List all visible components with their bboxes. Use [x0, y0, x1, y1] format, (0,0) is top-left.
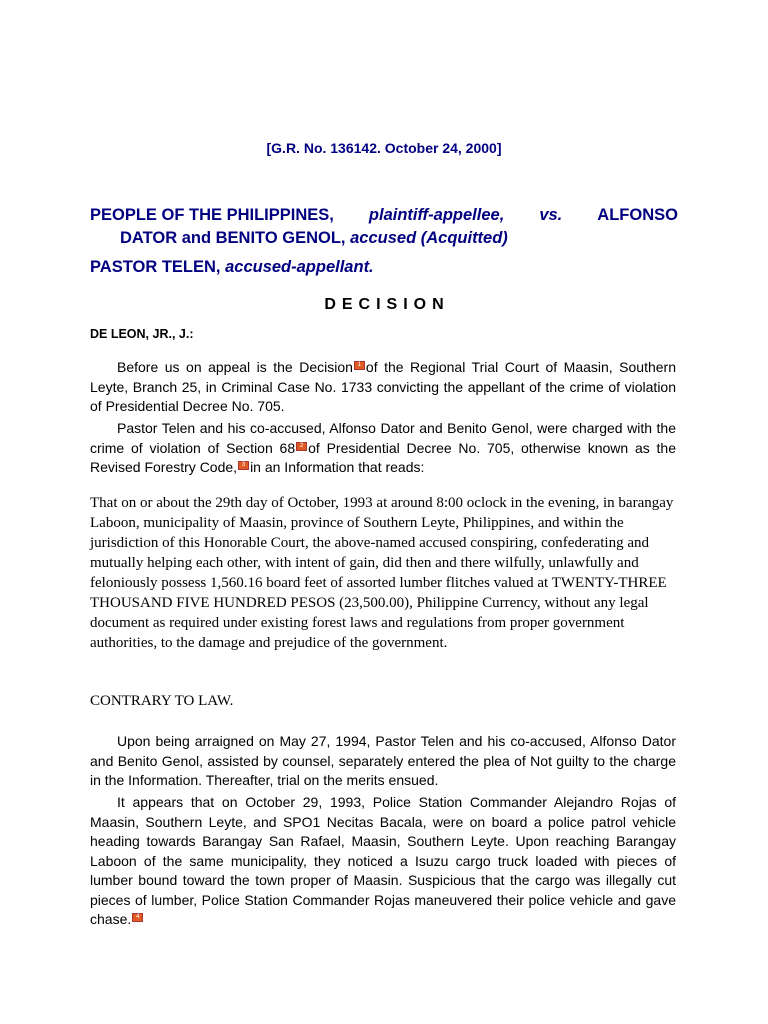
- versus: vs.: [539, 206, 563, 224]
- contrary-to-law: CONTRARY TO LAW.: [90, 693, 234, 709]
- role-acquitted: accused (Acquitted): [350, 229, 508, 247]
- party-dator-genol: DATOR and BENITO GENOL,: [120, 229, 346, 247]
- p1-text-b: of the Regional Trial Court of Maasin, Southern Leyte, Branch 25, in Criminal Case No. 1733 convicting the appellant of the crime of violation of Presidential Decree No. 705.: [90, 359, 676, 414]
- party-people: PEOPLE OF THE PHILIPPINES,: [90, 206, 334, 224]
- paragraph-2: [90, 419, 676, 478]
- case-number: [G.R. No. 136142. October 24, 2000]: [266, 140, 502, 156]
- paragraph-1: [90, 358, 676, 417]
- p1-text-a: Before us on appeal is the Decision: [117, 359, 353, 375]
- role-appellant: accused-appellant.: [225, 258, 374, 276]
- ponente: DE LEON, JR., J.:: [90, 327, 194, 341]
- paragraph-4: [90, 793, 676, 930]
- p4-text-a: It appears that on October 29, 1993, Police Station Commander Alejandro Rojas of Maasin, Southern Leyte, and SPO1 Necitas Bacala, were on board a police patrol vehicle heading towards Barangay San Rafael, Maasin, Southern Leyte. Upon reaching Barangay Laboon of the same municipality, they noticed a Isuzu cargo truck loaded with pieces of lumber bound toward the town proper of Maasin. Suspicious that the cargo was illegally cut pieces of lumber, Police Station Commander Rojas maneuvered their police vehicle and gave chase.: [90, 794, 676, 927]
- footnote-1-icon[interactable]: 1: [354, 361, 365, 370]
- footnote-4-icon[interactable]: 4: [132, 913, 143, 922]
- footnote-2-icon[interactable]: 2: [296, 442, 307, 451]
- p2-text-a: Pastor Telen and his co-accused, Alfonso Dator and Benito Genol, were charged with the crime of violation of Section 68: [90, 420, 676, 456]
- decision-heading: DECISION: [324, 296, 450, 313]
- party-telen: [90, 258, 374, 277]
- case-parties: [90, 204, 678, 250]
- paragraph-3: Upon being arraigned on May 27, 1994, Pastor Telen and his co-accused, Alfonso Dator and Benito Genol, assisted by counsel, separately entered the plea of Not guilty to the charge in the Information. Thereafter, trial on the merits ensued.: [90, 733, 676, 788]
- party-alfonso: ALFONSO: [597, 206, 678, 224]
- party-telen-name: PASTOR TELEN,: [90, 258, 221, 276]
- information-text: That on or about the 29th day of October, 1993 at around 8:00 oclock in the evening, in barangay Laboon, municipality of Maasin, province of Southern Leyte, Philippines, and within the jurisdiction of this Honorable Court, the above-named accused conspiring, confederating and mutually helping each other, with intent of gain, did then and there wilfully, unlawfully and feloniously possess 1,560.16 board feet of assorted lumber flitches valued at TWENTY-THREE THOUSAND FIVE HUNDRED PESOS (23,500.00), Philippine Currency, without any legal document as required under existing forest laws and regulations from proper government authorities, to the damage and prejudice of the government.: [90, 495, 674, 651]
- role-plaintiff: plaintiff-appellee,: [368, 206, 505, 224]
- p2-text-c: in an Information that reads:: [250, 459, 425, 475]
- p2-text-b: of Presidential Decree No. 705, otherwise known as the Revised Forestry Code,: [90, 439, 677, 475]
- footnote-3-icon[interactable]: 3: [238, 461, 249, 470]
